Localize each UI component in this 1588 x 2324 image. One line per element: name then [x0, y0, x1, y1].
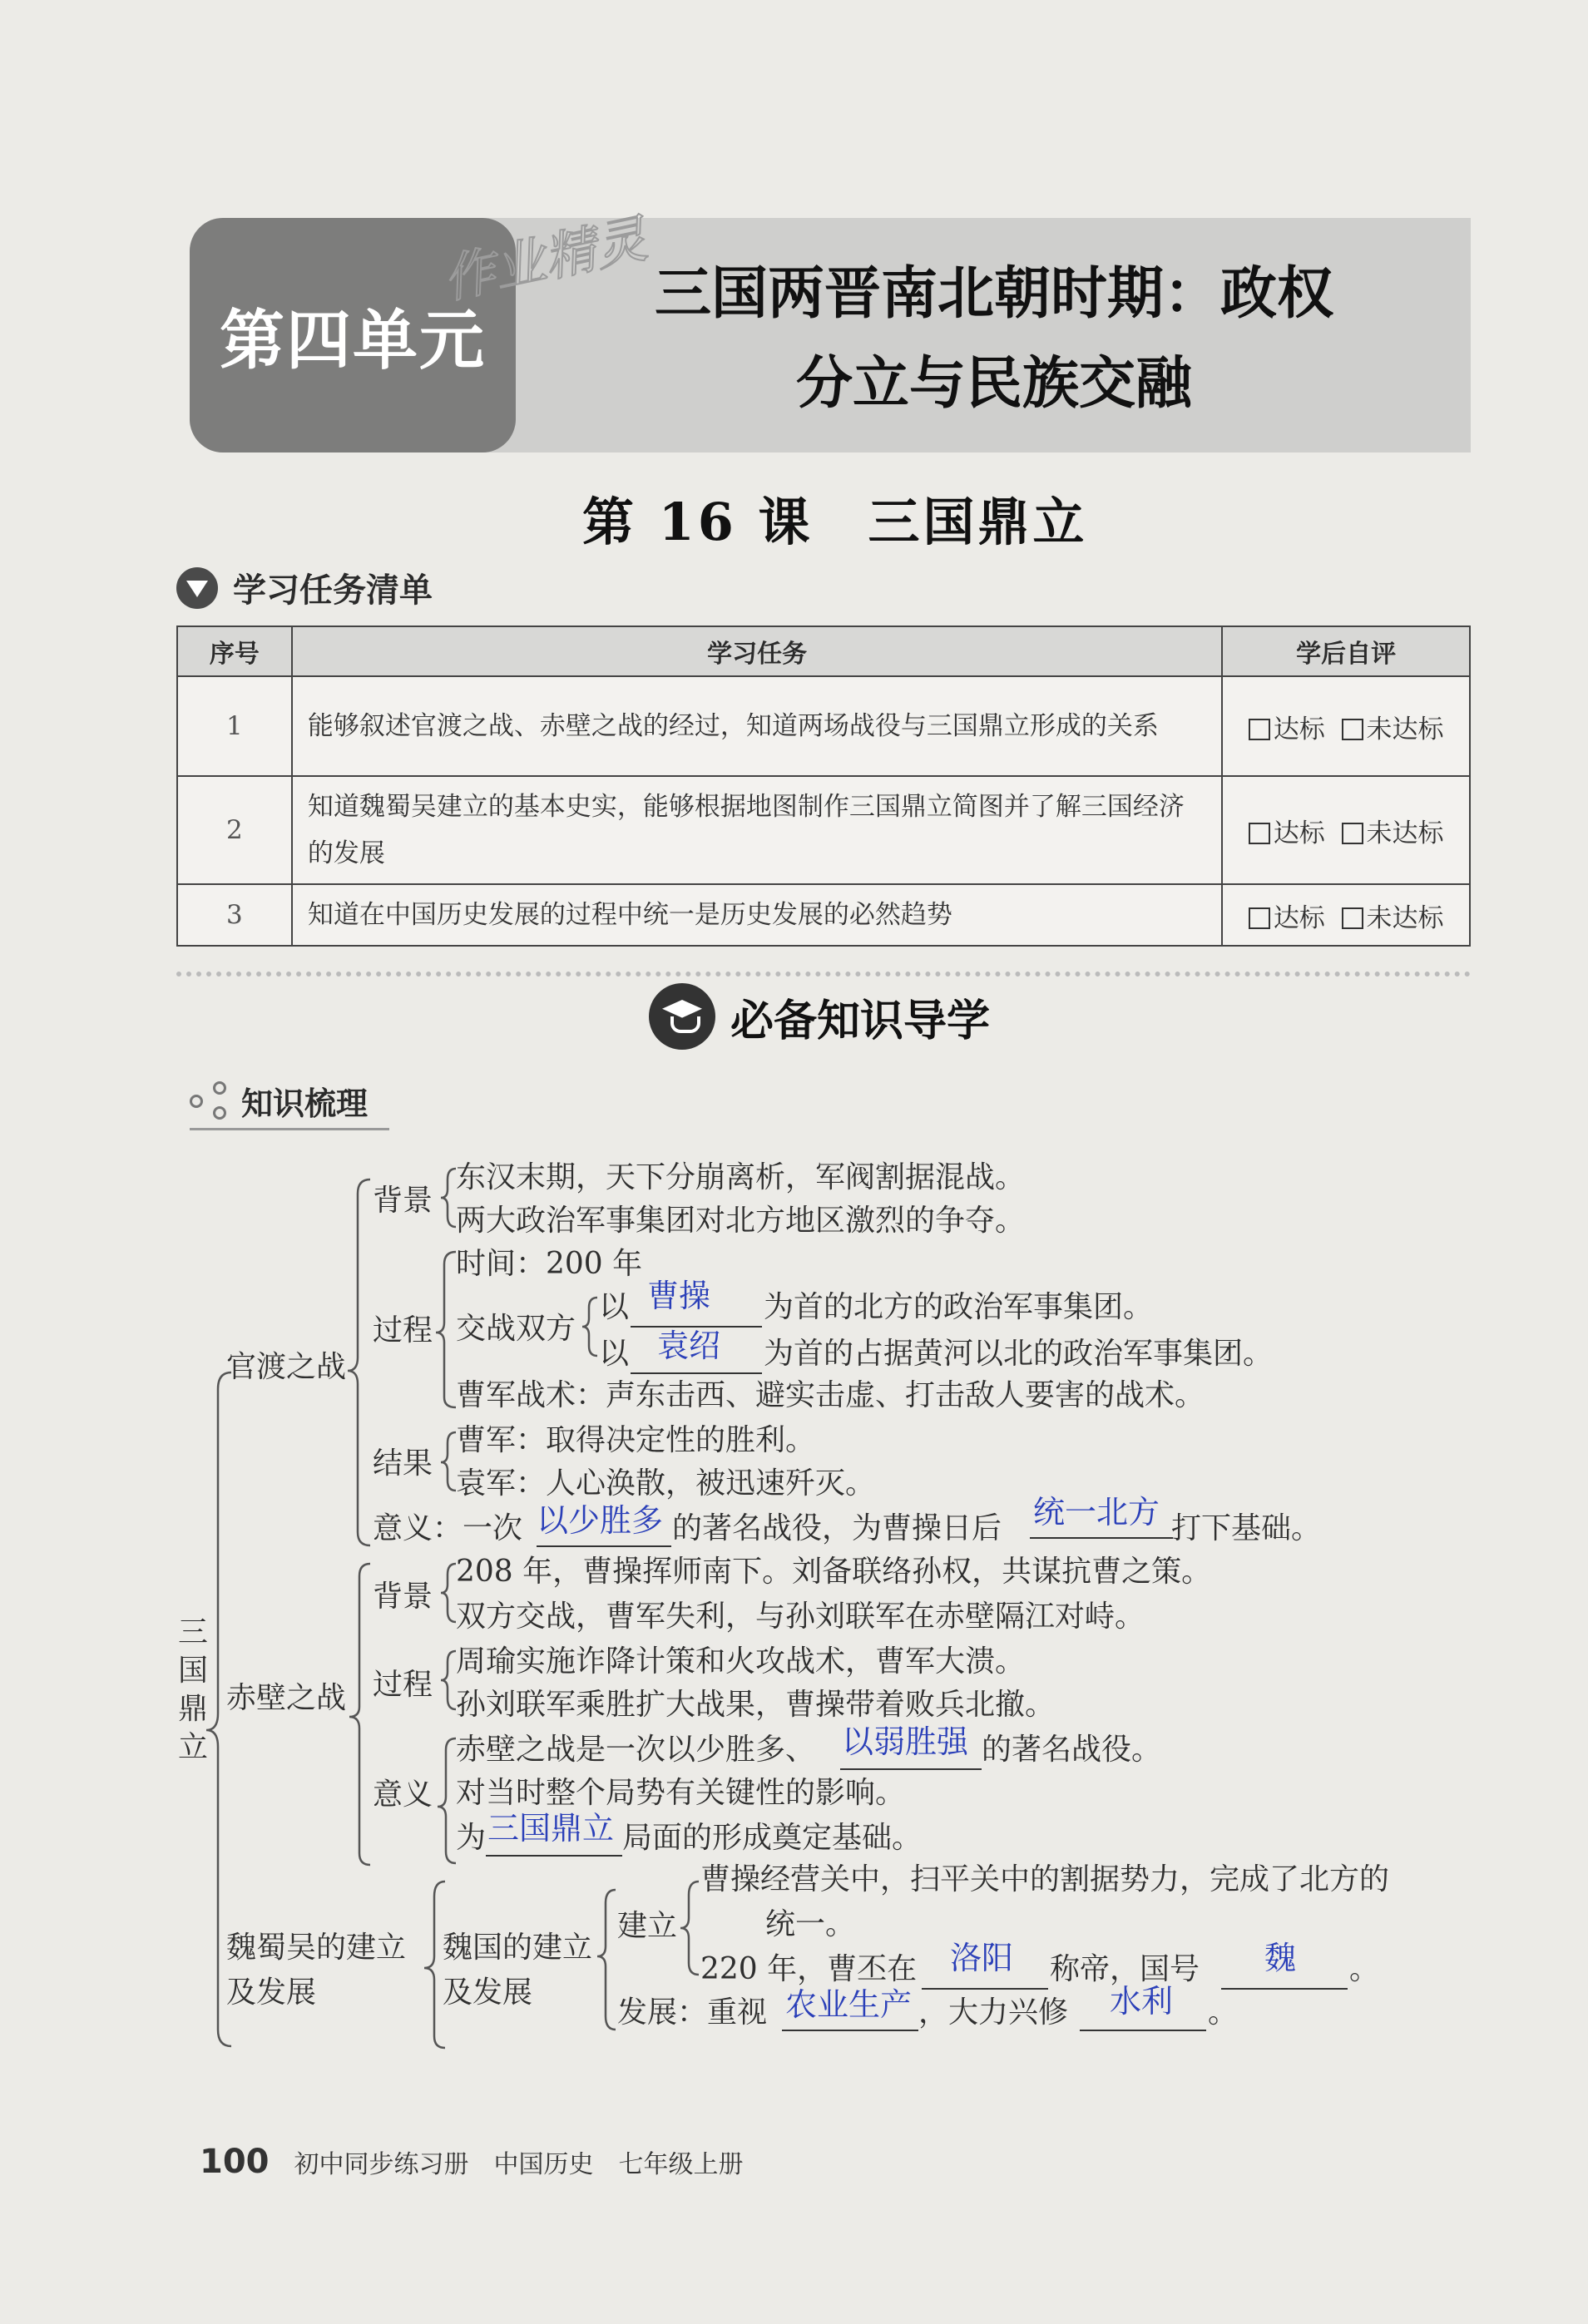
- lesson-title: 第 16 课 三国鼎立: [582, 492, 1088, 552]
- row-task: 知道魏蜀吴建立的基本史实，能够根据地图制作三国鼎立简图并了解三国经济的发展: [292, 776, 1223, 884]
- unit-title-line1: 三国两晋南北朝时期：政权: [654, 261, 1333, 327]
- chibi-bg-label: 背景: [373, 1580, 433, 1614]
- footer-book: 初中同步练习册: [294, 2150, 469, 2179]
- row-task: 知道在中国历史发展的过程中统一是历史发展的必然趋势: [292, 884, 1223, 946]
- col-header-num: 序号: [177, 626, 292, 676]
- page-footer: [200, 2143, 744, 2181]
- wei-est-1: 曹操经营关中，扫平关中的割据势力，完成了北方的: [700, 1862, 1390, 1896]
- row-num: 2: [177, 776, 292, 884]
- guandu-meaning-answer-1: 以少胜多: [537, 1502, 664, 1539]
- chibi-label: 赤壁之战: [226, 1681, 347, 1715]
- answer-blank: [631, 1372, 762, 1374]
- chibi-meaning-3-answer: 三国鼎立: [487, 1810, 615, 1847]
- answer-blank: [922, 1988, 1048, 1990]
- side1-prefix: 以: [599, 1290, 630, 1324]
- guandu-tactic: 曹军战术：声东击西、避实击虚、打击敌人要害的战术。: [456, 1378, 1205, 1412]
- wei-est-2-mid: 称帝，国号: [1050, 1952, 1200, 1986]
- guandu-meaning-suffix: 打下基础。: [1171, 1511, 1322, 1545]
- guandu-bg-2: 两大政治军事集团对北方地区激烈的争夺。: [456, 1204, 1026, 1238]
- row-task: 能够叙述官渡之战、赤壁之战的经过，知道两场战役与三国鼎立形成的关系: [292, 676, 1223, 776]
- answer-blank: [486, 1855, 622, 1857]
- wei-dev-answer-2: 水利: [1110, 1983, 1174, 2020]
- option-label: 达标: [1273, 818, 1325, 848]
- chibi-proc-label: 过程: [373, 1668, 433, 1702]
- chibi-meaning-3-suffix: 局面的形成奠定基础。: [622, 1821, 923, 1855]
- root-text: 三 国 鼎 立: [177, 1615, 208, 1764]
- option-label: 达标: [1273, 714, 1325, 744]
- wei-est-1b: 统一。: [765, 1907, 856, 1941]
- chibi-proc-1: 周瑜实施诈降计策和火攻战术，曹军大溃。: [456, 1644, 1026, 1679]
- guide-heading-text: 必备知识导学: [730, 996, 991, 1046]
- col-header-task: 学习任务: [292, 626, 1223, 676]
- chibi-meaning-1-answer: 以弱胜强: [842, 1723, 969, 1760]
- answer-blank: [1221, 1988, 1348, 1990]
- footer-subject: 中国历史: [493, 2150, 594, 2179]
- option-label: 未达标: [1366, 818, 1444, 848]
- chibi-bg-1: 208 年，曹操挥师南下。刘备联络孙权，共谋抗曹之策。: [456, 1555, 1212, 1589]
- chibi-meaning-label: 意义: [373, 1778, 433, 1812]
- unit-title-line2: 分立与民族交融: [795, 351, 1192, 417]
- sort-heading-text: 知识梳理: [241, 1085, 369, 1122]
- wsw-label-1: 魏蜀吴的建立: [226, 1931, 407, 1965]
- answer-blank: [1030, 1537, 1173, 1539]
- watermark: 作业精灵: [438, 207, 652, 310]
- wei-label-1: 魏国的建立: [443, 1931, 593, 1965]
- option-label: 未达标: [1366, 714, 1444, 744]
- side2-suffix: 为首的占据黄河以北的政治军事集团。: [764, 1337, 1274, 1371]
- guandu-meaning-prefix: 意义：一次: [373, 1511, 523, 1545]
- wei-est-2-prefix: 220 年，曹丕在: [700, 1952, 918, 1986]
- answer-blank: [840, 1768, 982, 1770]
- guandu-label: 官渡之战: [226, 1350, 347, 1384]
- side2-answer: 袁绍: [657, 1328, 721, 1364]
- page-number: 100: [200, 2143, 270, 2181]
- answer-blank: [1080, 2030, 1206, 2031]
- guandu-proc-label: 过程: [373, 1313, 433, 1347]
- option-label: 达标: [1273, 902, 1325, 933]
- wei-dev-mid: ，大力兴修: [918, 1995, 1069, 2030]
- row-num: 3: [177, 884, 292, 946]
- mindmap-root-label: [176, 1614, 210, 1767]
- chibi-bg-2: 双方交战，曹军失利，与孙刘联军在赤壁隔江对峙。: [456, 1600, 1145, 1634]
- task-list-heading-text: 学习任务清单: [233, 571, 433, 610]
- guandu-sides-label: 交战双方: [456, 1312, 576, 1346]
- wei-label-2: 及发展: [443, 1975, 533, 2010]
- wei-dev-prefix: 发展：重视: [617, 1995, 768, 2030]
- side1-suffix: 为首的北方的政治军事集团。: [764, 1290, 1154, 1324]
- chibi-meaning-2: 对当时整个局势有关键性的影响。: [456, 1776, 906, 1810]
- chibi-proc-2: 孙刘联军乘胜扩大战果，曹操带着败兵北撤。: [456, 1688, 1056, 1722]
- wei-est-2-answer-1: 洛阳: [950, 1940, 1014, 1976]
- wei-est-2-suffix: 。: [1349, 1952, 1380, 1986]
- guandu-meaning-answer-2: 统一北方: [1033, 1494, 1160, 1530]
- side1-answer: 曹操: [647, 1278, 711, 1314]
- answer-blank: [782, 2030, 918, 2031]
- chibi-meaning-1-suffix: 的著名战役。: [982, 1733, 1162, 1767]
- guandu-result-2: 袁军：人心涣散，被迅速歼灭。: [456, 1466, 876, 1501]
- wei-est-label: 建立: [617, 1909, 678, 1943]
- side2-prefix: 以: [599, 1337, 630, 1371]
- footer-grade: 七年级上册: [618, 2150, 744, 2179]
- chibi-meaning-3-prefix: 为: [456, 1821, 487, 1855]
- guandu-result-label: 结果: [373, 1446, 433, 1481]
- wei-dev-suffix: 。: [1208, 1995, 1239, 2030]
- unit-label: 第四单元: [219, 304, 486, 378]
- answer-blank: [537, 1545, 671, 1547]
- guandu-meaning-mid: 的著名战役，为曹操日后: [672, 1511, 1002, 1545]
- guandu-time: 时间：200 年: [456, 1247, 643, 1281]
- row-num: 1: [177, 676, 292, 776]
- wei-est-2-answer-2: 魏: [1264, 1940, 1297, 1976]
- col-header-eval: 学后自评: [1222, 626, 1470, 676]
- guandu-result-1: 曹军：取得决定性的胜利。: [456, 1423, 816, 1457]
- option-label: 未达标: [1366, 902, 1444, 933]
- wsw-label-2: 及发展: [226, 1975, 317, 2010]
- guandu-bg-1: 东汉末期，天下分崩离析，军阀割据混战。: [456, 1160, 1026, 1194]
- guandu-bg-label: 背景: [373, 1184, 433, 1218]
- wei-dev-answer-1: 农业生产: [785, 1986, 913, 2023]
- chibi-meaning-1-prefix: 赤壁之战是一次以少胜多、: [456, 1733, 816, 1767]
